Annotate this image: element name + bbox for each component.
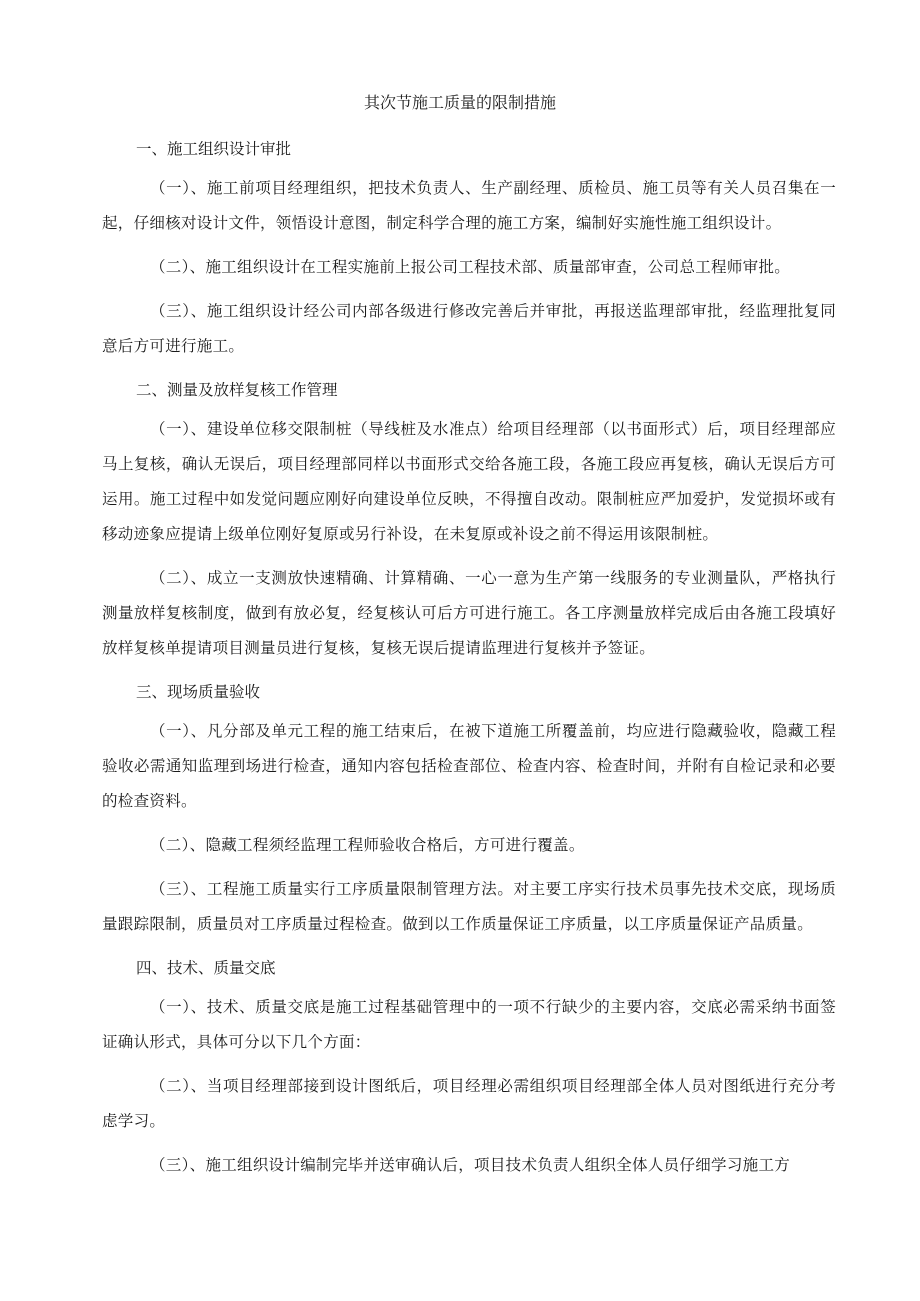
paragraph: （三）、工程施工质量实行工序质量限制管理方法。对主要工序实行技术员事先技术交底，现场质量跟踪限制，质量员对工序质量过程检查。做到以工作质量保证工序质量，以工序质量保证产品质量。 bbox=[102, 880, 836, 933]
section-heading: 三、现场质量验收 bbox=[136, 683, 261, 701]
document-title: 其次节施工质量的限制措施 bbox=[363, 93, 556, 112]
paragraph: （一）、凡分部及单元工程的施工结束后，在被下道施工所覆盖前，均应进行隐藏验收，隐藏工程验收必需通知监理到场进行检查，通知内容包括检查部位、检查内容、检查时间，并附有自检记录和必要的检查资料。 bbox=[102, 722, 836, 810]
paragraph: （二）、成立一支测放快速精确、计算精确、一心一意为生产第一线服务的专业测量队，严格执行测量放样复核制度，做到有放必复，经复核认可后方可进行施工。各工序测量放样完成后由各施工段填好放样复核单提请项目测量员进行复核，复核无误后提请监理进行复核并予签证。 bbox=[102, 569, 836, 657]
paragraph: （二）、施工组织设计在工程实施前上报公司工程技术部、质量部审查，公司总工程师审批。 bbox=[150, 258, 791, 276]
section-heading: 二、测量及放样复核工作管理 bbox=[136, 381, 338, 399]
paragraph: （三）、施工组织设计编制完毕并送审确认后，项目技术负责人组织全体人员仔细学习施工方 bbox=[150, 1156, 791, 1174]
paragraph: （二）、当项目经理部接到设计图纸后，项目经理必需组织项目经理部全体人员对图纸进行充分考虑学习。 bbox=[102, 1077, 836, 1130]
paragraph: （一）、技术、质量交底是施工过程基础管理中的一项不行缺少的主要内容，交底必需采纳书面签证确认形式，具体可分以下几个方面： bbox=[102, 998, 836, 1051]
paragraph: （一）、建设单位移交限制桩（导线桩及水准点）给项目经理部（以书面形式）后，项目经理部应马上复核，确认无误后，项目经理部同样以书面形式交给各施工段，各施工段应再复核，确认无误后方可运用。施工过程中如发觉问题应刚好向建设单位反映，不得擅自改动。限制桩应严加爱护，发觉损坏或有移动迹象应提请上级单位刚好复原或另行补设，在未复原或补设之前不得运用该限制桩。 bbox=[102, 420, 836, 543]
section-heading: 四、技术、质量交底 bbox=[136, 959, 276, 977]
paragraph: （一）、施工前项目经理组织，把技术负责人、生产副经理、质检员、施工员等有关人员召集在一起，仔细核对设计文件，领悟设计意图，制定科学合理的施工方案，编制好实施性施工组织设计。 bbox=[102, 179, 836, 232]
paragraph: （三）、施工组织设计经公司内部各级进行修改完善后并审批，再报送监理部审批，经监理批复同意后方可进行施工。 bbox=[102, 302, 836, 355]
document-body bbox=[102, 136, 836, 1183]
paragraph: （二）、隐藏工程须经监理工程师验收合格后，方可进行覆盖。 bbox=[150, 836, 585, 854]
section-heading: 一、施工组织设计审批 bbox=[136, 140, 292, 158]
